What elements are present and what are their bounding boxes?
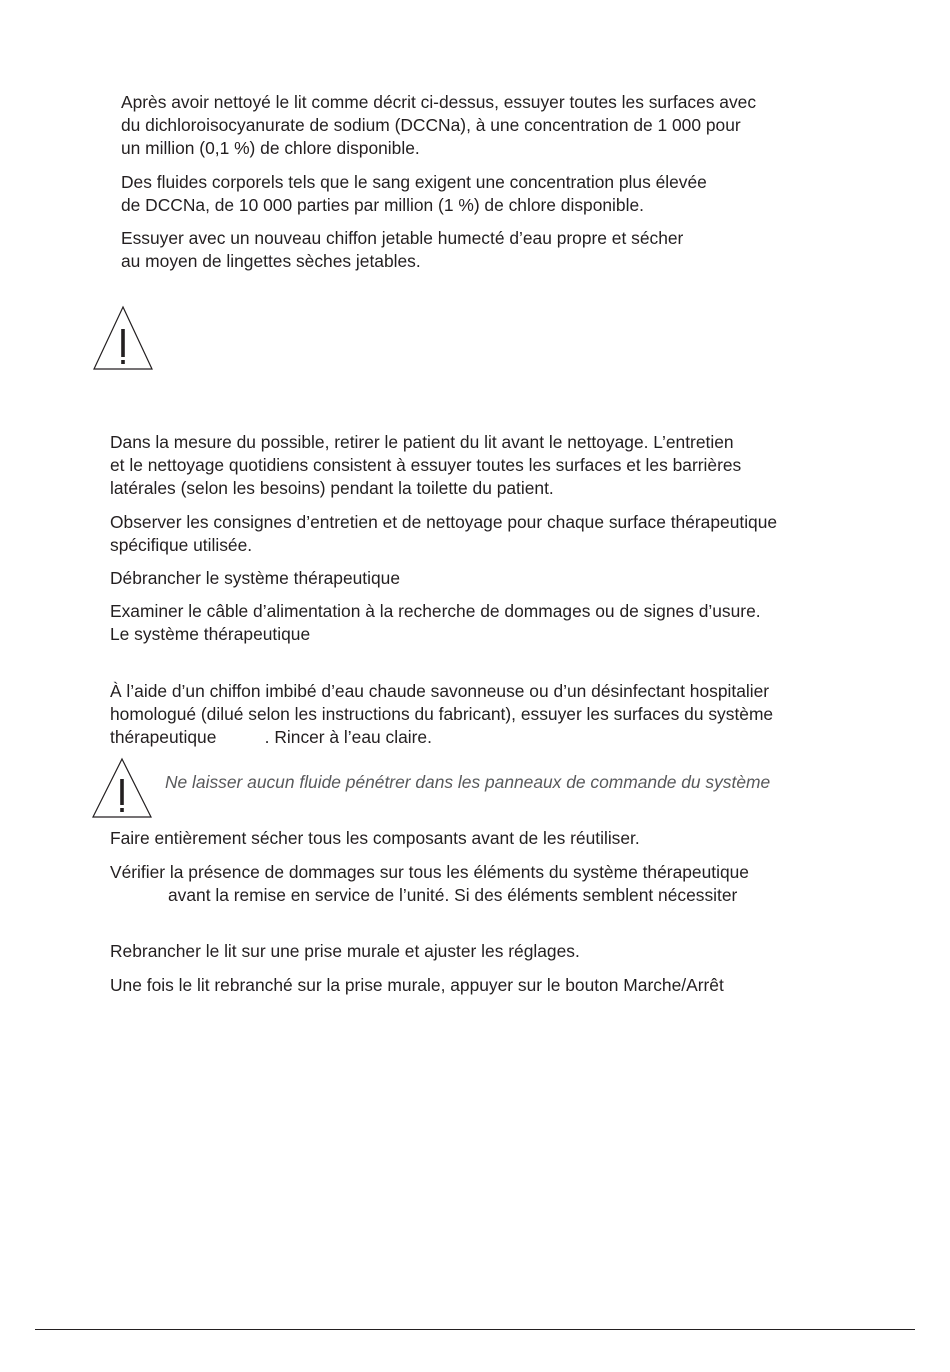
warning-triangle-icon (91, 757, 153, 819)
caution-note: Ne laisser aucun fluide pénétrer dans les panneaux de commande du système (165, 772, 771, 792)
paragraph-inspect-cable (110, 600, 761, 646)
text-line: spécifique utilisée. (110, 535, 253, 556)
paragraph-unplug (110, 567, 400, 590)
text-line: homologué (dilué selon les instructions du fabricant), essuyer les surfaces du système (110, 704, 774, 725)
text-line: Observer les consignes d’entretien et de nettoyage pour chaque surface thérapeutique (110, 512, 778, 532)
text-line: avant la remise en service de l’unité. Si des éléments semblent nécessiter (110, 885, 738, 906)
text-line: Essuyer avec un nouveau chiffon jetable humecté d’eau propre et sécher (121, 228, 684, 248)
footer-divider (35, 1329, 915, 1330)
text-line: de DCCNa, de 10 000 parties par million (1 %) de chlore disponible. (121, 195, 644, 216)
text-line: Après avoir nettoyé le lit comme décrit ci-dessus, essuyer toutes les surfaces avec (121, 92, 757, 112)
text-line: un million (0,1 %) de chlore disponible. (121, 138, 420, 159)
text-line: au moyen de lingettes sèches jetables. (121, 251, 421, 272)
text-line: Vérifier la présence de dommages sur tous les éléments du système thérapeutique (110, 862, 749, 882)
text-line: Dans la mesure du possible, retirer le patient du lit avant le nettoyage. L’entretien (110, 432, 734, 452)
warning-triangle-icon (92, 305, 154, 371)
text-line: Faire entièrement sécher tous les composants avant de les réutiliser. (110, 828, 640, 848)
paragraph-dccna-wipe (121, 91, 756, 161)
paragraph-daily-cleaning (110, 431, 741, 501)
text-line: Débrancher le système thérapeutique (110, 568, 401, 588)
paragraph-dry-components (110, 827, 640, 850)
text-line: Une fois le lit rebranché sur la prise murale, appuyer sur le bouton Marche/Arrêt (110, 975, 724, 995)
paragraph-surface-instructions (110, 511, 777, 557)
text-line: du dichloroisocyanurate de sodium (DCCNa), à une concentration de 1 000 pour (121, 115, 741, 136)
text-line: thérapeutique . Rincer à l’eau claire. (110, 727, 432, 748)
text-line: latérales (selon les besoins) pendant la toilette du patient. (110, 478, 554, 499)
text-line: Rebrancher le lit sur une prise murale et ajuster les réglages. (110, 941, 580, 961)
paragraph-rinse-dry (121, 227, 683, 273)
text-line: Des fluides corporels tels que le sang exigent une concentration plus élevée (121, 172, 707, 192)
paragraph-wipe-system (110, 680, 773, 750)
text-line: Examiner le câble d’alimentation à la recherche de dommages ou de signes d’usure. (110, 601, 761, 621)
paragraph-body-fluids (121, 171, 707, 217)
paragraph-power-button (110, 974, 724, 997)
text-line: À l’aide d’un chiffon imbibé d’eau chaude savonneuse ou d’un désinfectant hospitalier (110, 681, 770, 701)
paragraph-check-damage (110, 861, 749, 907)
text-line: Le système thérapeutique (110, 624, 311, 645)
paragraph-reconnect (110, 940, 580, 963)
text-line: et le nettoyage quotidiens consistent à essuyer toutes les surfaces et les barrières (110, 455, 742, 476)
